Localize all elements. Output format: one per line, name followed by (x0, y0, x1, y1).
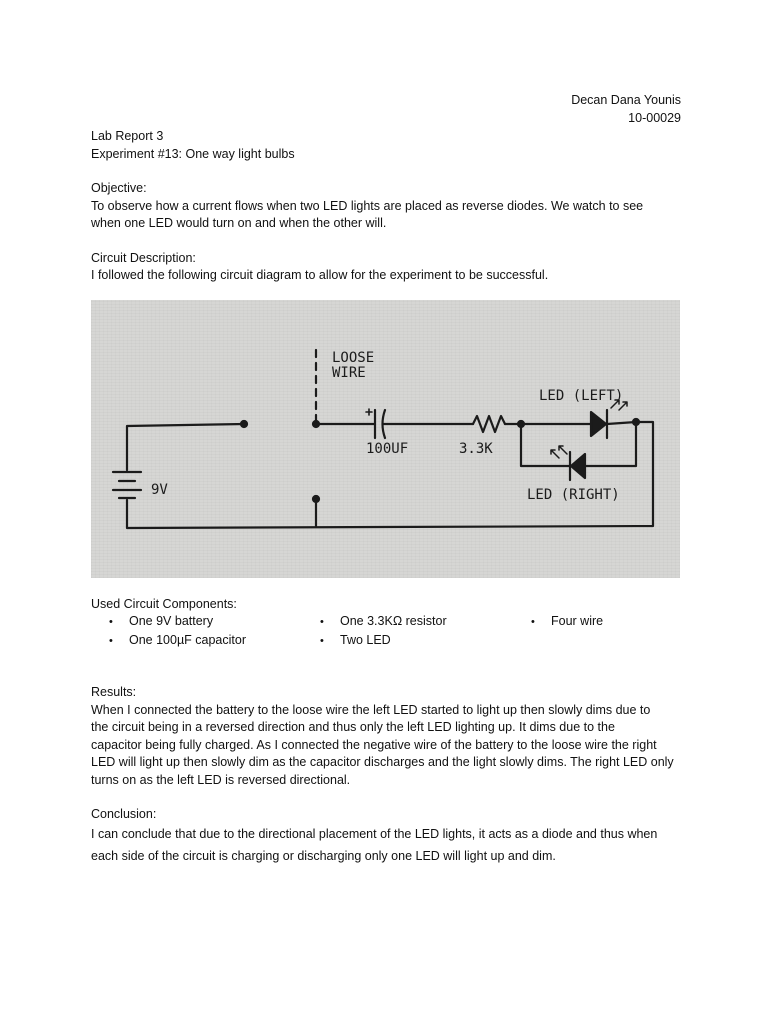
results-line: the circuit being in a reversed direction and thus only the left LED lighting up. It dims due to the (91, 720, 615, 734)
report-title: Lab Report 3 (91, 129, 164, 143)
circuit-text: I followed the following circuit diagram to allow for the experiment to be successful. (91, 268, 549, 282)
battery-symbol (113, 472, 141, 498)
resistor-symbol (473, 416, 505, 432)
list-item (109, 632, 246, 651)
objective-heading: Objective: (91, 181, 147, 195)
label-resistor: 3.3K (459, 440, 493, 457)
component-label: One 3.3KΩ resistor (340, 614, 447, 628)
list-item (320, 632, 391, 651)
label-loose: LOOSE (332, 349, 375, 366)
wire (127, 422, 653, 528)
author-name: Decan Dana Younis (571, 93, 681, 107)
component-label: Two LED (340, 633, 391, 647)
components-list (91, 613, 681, 653)
components-heading: Used Circuit Components: (91, 596, 237, 611)
list-item (531, 613, 603, 632)
wire (521, 424, 569, 466)
results-heading: Results: (91, 685, 137, 699)
results-line: capacitor being fully charged. As I connected the negative wire of the battery to the loose wire the right (91, 737, 657, 752)
label-wire: WIRE (332, 364, 366, 381)
document-page (91, 92, 681, 866)
list-item (320, 613, 447, 632)
component-label: Four wire (551, 614, 604, 628)
circuit-diagram-photo (91, 300, 680, 578)
label-battery: 9V (151, 481, 168, 498)
led-left-symbol (591, 400, 636, 438)
circuit-heading: Circuit Description: (91, 250, 196, 265)
objective-line: when one LED would turn on and when the other will. (91, 216, 387, 230)
results-line: When I connected the battery to the loose wire the left LED started to light up then slowly dims due to (91, 702, 651, 717)
bullet: • (109, 616, 113, 628)
results-line: turns on as the left LED is reversed directional. (91, 772, 351, 787)
wire (127, 424, 244, 470)
bullet: • (320, 616, 324, 628)
component-label: One 100µF capacitor (129, 633, 246, 647)
label-capacitor: 100UF (366, 440, 409, 457)
component-label: One 9V battery (129, 614, 214, 628)
bullet: • (531, 616, 535, 628)
bullet: • (109, 635, 113, 647)
results-section (91, 684, 681, 789)
objective-line: To observe how a current flows when two LED lights are placed as reverse diodes. We watch to see (91, 198, 644, 213)
author-block (91, 92, 681, 127)
experiment-title: Experiment #13: One way light bulbs (91, 146, 295, 161)
conclusion-line: each side of the circuit is charging or discharging only one LED will light up and dim. (91, 848, 556, 863)
title-block (91, 128, 681, 163)
circuit-section (91, 250, 681, 285)
objective-section (91, 180, 681, 233)
bullet: • (320, 635, 324, 647)
circuit-diagram (91, 300, 680, 578)
results-line: LED will light up then slowly dim as the capacitor discharges and the light slowly dims. The right LED only (91, 755, 674, 769)
student-id: 10-00029 (628, 110, 681, 125)
label-led-left: LED (LEFT) (539, 387, 624, 404)
label-led-right: LED (RIGHT) (527, 486, 620, 503)
terminal-dot (241, 421, 247, 427)
conclusion-heading: Conclusion: (91, 807, 157, 821)
conclusion-line: I can conclude that due to the directional placement of the LED lights, it acts as a diode and thus when (91, 826, 658, 841)
list-item (109, 613, 213, 632)
conclusion-section (91, 806, 681, 866)
